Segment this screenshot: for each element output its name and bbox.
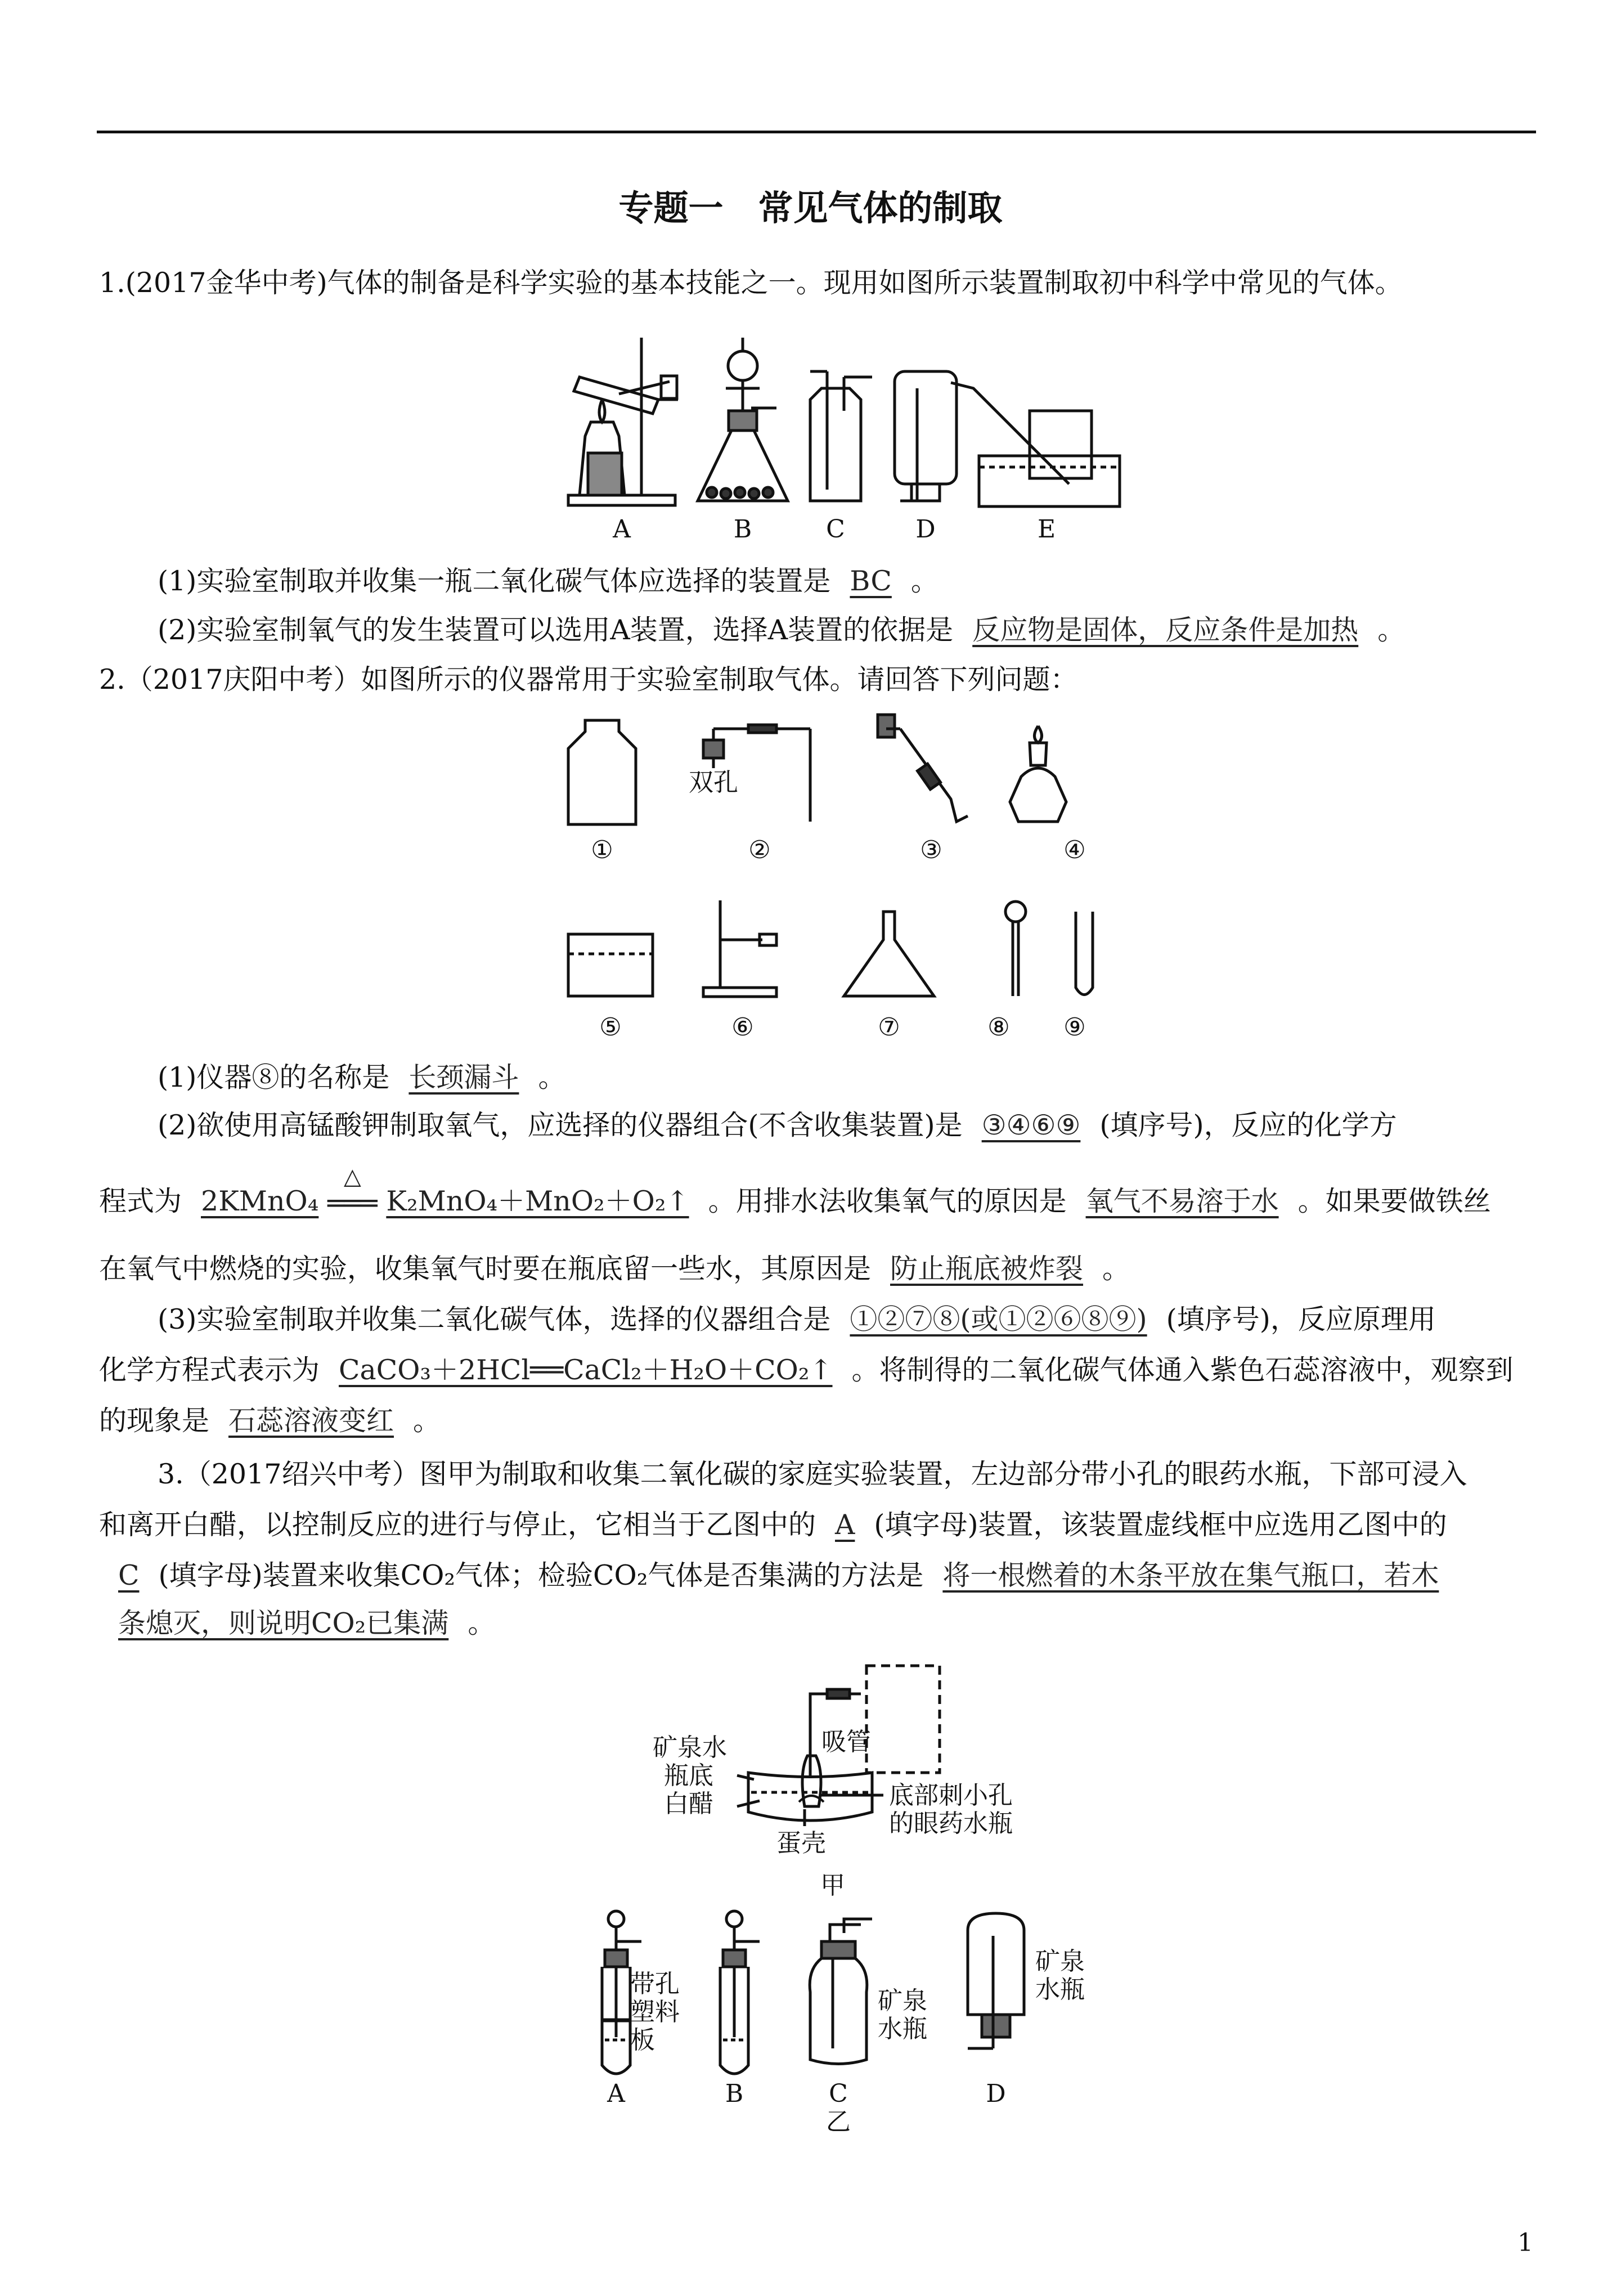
- q2-part2: (2)欲使用高锰酸钾制取氧气，应选择的仪器组合(不含收集装置)是 ③④⑥⑨ (填序号)，反应的化学方: [158, 1106, 1536, 1145]
- q1-apparatus-figure: [557, 315, 1148, 551]
- label-plate-3: 板: [630, 2026, 655, 2055]
- page-title: 专题一 常见气体的制取: [618, 187, 1003, 228]
- label-eggshell: 蛋壳: [776, 1829, 826, 1858]
- q3-line4: 条熄灭，则说明CO₂已集满 。: [99, 1604, 1539, 1643]
- label-bottle-bottom-2: 瓶底: [664, 1761, 713, 1790]
- q1-part2: (2)实验室制氧气的发生装置可以选用A装置，选择A装置的依据是 反应物是固体，反应条件是加热 。: [158, 611, 1536, 650]
- instrument-7-label: ⑦: [878, 1013, 900, 1042]
- yi-label-c: C: [829, 2079, 848, 2108]
- label-plate-1: 带孔: [630, 1970, 680, 1998]
- heating-condition: △ ═══: [327, 1163, 378, 1219]
- q3-line2: 和离开白醋，以控制反应的进行与停止，它相当于乙图中的 A (填字母)装置，该装置虚线框中应选用乙图中的: [99, 1505, 1539, 1545]
- instrument-1-label: ①: [591, 836, 613, 864]
- label-d-2: 水瓶: [1035, 1975, 1085, 2004]
- label-plate-2: 塑料: [630, 1998, 680, 2026]
- double-hole-label: 双孔: [689, 768, 738, 797]
- q3-answer-3: 将一根燃着的木条平放在集气瓶口，若木: [942, 1559, 1439, 1591]
- caption-jia: 甲: [820, 1871, 845, 1900]
- label-vinegar: 白醋: [664, 1790, 713, 1818]
- instrument-4-label: ④: [1063, 836, 1086, 864]
- instrument-6-label: ⑥: [731, 1013, 754, 1042]
- q2-part3-line2: 化学方程式表示为 CaCO₃＋2HCl══CaCl₂＋H₂O＋CO₂↑ 。将制得的二氧化碳气体通入紫色石蕊溶液中，观察到: [99, 1351, 1539, 1390]
- q1-stem: 1.(2017金华中考)气体的制备是科学实验的基本技能之一。现用如图所示装置制取初中科学中常见的气体。: [99, 267, 1403, 299]
- caption-yi: 乙: [826, 2107, 851, 2133]
- q3-figure-yi: [574, 1908, 1114, 2133]
- q2-instruments-figure: [563, 703, 1125, 1052]
- q2-answer-7: 石蕊溶液变红: [228, 1405, 394, 1437]
- q2-answer-3: 氧气不易溶于水: [1085, 1185, 1279, 1217]
- fig-label-d: D: [915, 515, 936, 544]
- q2-answer-6: CaCO₃＋2HCl══CaCl₂＋H₂O＋CO₂↑: [339, 1354, 833, 1386]
- q1-answer-2: 反应物是固体，反应条件是加热: [972, 614, 1359, 646]
- q3-line3: C (填字母)装置来收集CO₂气体；检验CO₂气体是否集满的方法是 将一根燃着的木条平放在集气瓶口，若木: [99, 1556, 1539, 1595]
- fig-label-b: B: [733, 515, 752, 544]
- q2-answer-5: ①②⑦⑧(或①②⑥⑧⑨): [850, 1303, 1147, 1335]
- label-bottle-bottom-1: 矿泉水: [653, 1733, 727, 1762]
- header-rule: [97, 131, 1536, 133]
- fig-label-e: E: [1037, 515, 1056, 544]
- fig-label-a: A: [613, 515, 631, 544]
- instrument-3-label: ③: [920, 836, 942, 864]
- q3-figure-jia: [647, 1660, 1041, 1902]
- label-dropper-2: 的眼药水瓶: [889, 1809, 1013, 1838]
- stand-base-a: [568, 495, 675, 505]
- q2-answer-2: ③④⑥⑨: [981, 1109, 1081, 1141]
- q2-part2-line3: 在氧气中燃烧的实验，收集氧气时要在瓶底留一些水，其原因是 防止瓶底被炸裂 。: [99, 1249, 1539, 1289]
- q3-answer-1: A: [835, 1509, 855, 1541]
- q3-answer-3-cont: 条熄灭，则说明CO₂已集满: [118, 1607, 449, 1639]
- q3-answer-2: C: [118, 1559, 140, 1591]
- dashed-frame: [866, 1666, 940, 1773]
- q2-answer-1: 长颈漏斗: [408, 1061, 519, 1093]
- q2-answer-4: 防止瓶底被炸裂: [890, 1253, 1084, 1285]
- label-dropper-1: 底部刺小孔: [889, 1781, 1013, 1810]
- instrument-2-label: ②: [748, 836, 771, 864]
- q2-part2-line2: 程式为 2KMnO₄ △ ═══ K₂MnO₄＋MnO₂＋O₂↑ 。用排水法收集氧气的原因是 氧气不易溶于水 。如果要做铁丝: [99, 1182, 1539, 1223]
- label-c-1: 矿泉: [878, 1986, 927, 2015]
- q1-part1: (1)实验室制取并收集一瓶二氧化碳气体应选择的装置是 BC 。: [158, 562, 1536, 601]
- q3-line1: 3.（2017绍兴中考）图甲为制取和收集二氧化碳的家庭实验装置，左边部分带小孔的眼药水瓶，下部可浸入: [158, 1458, 1467, 1490]
- yi-label-a: A: [607, 2079, 625, 2108]
- instrument-9-label: ⑨: [1063, 1013, 1086, 1042]
- label-straw: 吸管: [821, 1728, 871, 1756]
- fig-label-c: C: [826, 515, 845, 544]
- q2-equation: 2KMnO₄ △ ═══ K₂MnO₄＋MnO₂＋O₂↑: [182, 1182, 708, 1223]
- yi-label-b: B: [725, 2079, 744, 2108]
- page-number: 1: [1517, 2228, 1533, 2257]
- yi-label-d: D: [986, 2079, 1006, 2108]
- label-d-1: 矿泉: [1035, 1947, 1085, 1976]
- instrument-8-label: ⑧: [987, 1013, 1010, 1042]
- q2-stem: 2.（2017庆阳中考）如图所示的仪器常用于实验室制取气体。请回答下列问题：: [99, 663, 1078, 696]
- q2-part1: (1)仪器⑧的名称是 长颈漏斗 。: [158, 1058, 1536, 1097]
- q1-answer-1: BC: [850, 565, 892, 597]
- label-c-2: 水瓶: [878, 2015, 927, 2043]
- instrument-5-label: ⑤: [599, 1013, 622, 1042]
- q2-part3: (3)实验室制取并收集二氧化碳气体，选择的仪器组合是 ①②⑦⑧(或①②⑥⑧⑨) (填序号)，反应原理用: [158, 1300, 1536, 1339]
- q2-part3-line3: 的现象是 石蕊溶液变红 。: [99, 1401, 1539, 1441]
